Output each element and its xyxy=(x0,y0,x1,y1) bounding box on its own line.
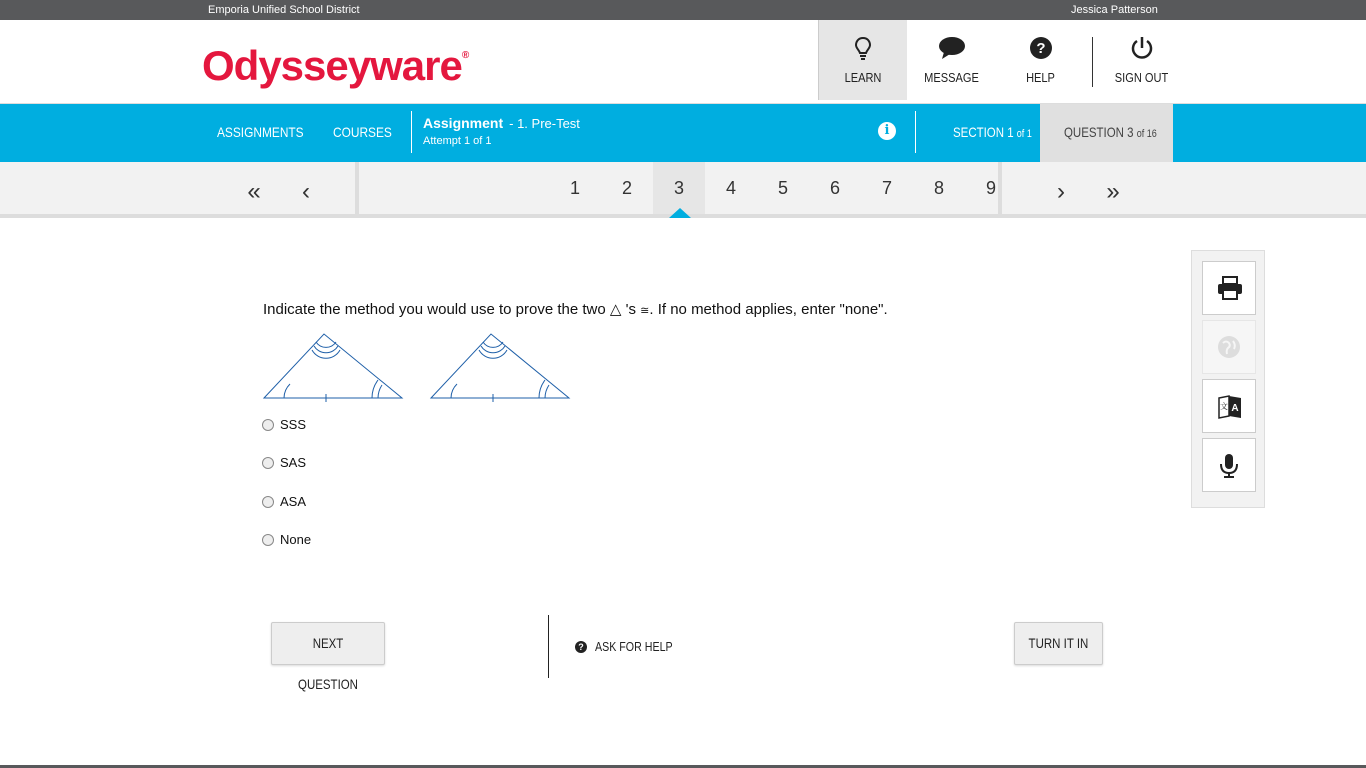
svg-text:文: 文 xyxy=(1220,402,1228,411)
pager-divider xyxy=(355,162,359,214)
nav-sign-out[interactable] xyxy=(1097,20,1186,100)
tools-panel xyxy=(1191,250,1265,508)
top-bar xyxy=(0,0,1366,20)
help-icon xyxy=(1029,36,1053,60)
turn-it-in-button[interactable]: TURN IT IN xyxy=(1014,622,1103,665)
option-sas[interactable]: SAS xyxy=(262,454,306,470)
assignment-bar xyxy=(0,104,1366,162)
option-asa[interactable]: ASA xyxy=(262,493,306,509)
translate-button[interactable] xyxy=(1202,379,1256,433)
next-page-button[interactable]: › xyxy=(1057,178,1065,205)
assignment-name: - 1. Pre-Test xyxy=(509,116,580,131)
first-page-button[interactable]: « xyxy=(247,178,261,205)
district-name: Emporia Unified School District xyxy=(208,4,360,16)
nav-message[interactable] xyxy=(907,20,996,100)
nav-sign-out-label: SIGN OUT xyxy=(1114,70,1169,85)
header xyxy=(0,20,1366,104)
page-8[interactable]: 8 xyxy=(933,178,944,198)
option-none[interactable]: None xyxy=(262,531,311,547)
header-divider xyxy=(1092,37,1093,87)
bar-divider xyxy=(411,111,412,153)
page-9[interactable]: 9 xyxy=(985,178,996,198)
odysseyware-logo[interactable]: Odysseyware® xyxy=(202,42,469,89)
radio-none[interactable] xyxy=(262,534,274,546)
nav-learn-label: LEARN xyxy=(844,70,882,85)
last-page-button[interactable]: » xyxy=(1106,178,1120,205)
nav-help[interactable] xyxy=(996,20,1085,100)
triangle-symbol: △ xyxy=(609,301,622,318)
translate-icon xyxy=(1217,394,1243,420)
microphone-icon xyxy=(1217,453,1241,479)
courses-link[interactable]: COURSES xyxy=(333,124,392,140)
bar-divider xyxy=(915,111,916,153)
power-icon xyxy=(1130,36,1154,60)
option-sss[interactable]: SSS xyxy=(262,416,306,432)
info-icon[interactable]: i xyxy=(878,122,896,140)
ask-for-help-link[interactable]: ? ASK FOR HELP xyxy=(575,638,690,654)
svg-text:?: ? xyxy=(1035,40,1046,57)
nav-learn[interactable] xyxy=(818,20,907,100)
nav-help-label: HELP xyxy=(1026,70,1055,85)
question-circle-icon: ? xyxy=(575,641,587,653)
globe-button[interactable] xyxy=(1202,320,1256,374)
page-2[interactable]: 2 xyxy=(621,178,632,198)
question-prompt: Indicate the method you would use to prove the two △ 's ≅. If no method applies, enter "none". xyxy=(263,301,888,318)
radio-sss[interactable] xyxy=(262,419,274,431)
next-question-button[interactable]: NEXT QUESTION xyxy=(271,622,385,665)
page-1[interactable]: 1 xyxy=(569,178,580,198)
page-4[interactable]: 4 xyxy=(725,178,736,198)
page-3[interactable]: 3 xyxy=(653,162,705,214)
current-page-caret xyxy=(669,208,691,218)
assignment-title xyxy=(423,115,580,131)
radio-sas[interactable] xyxy=(262,457,274,469)
section-indicator: SECTION 1 of 1 xyxy=(953,124,1032,140)
printer-icon xyxy=(1217,276,1243,300)
nav-message-label: MESSAGE xyxy=(924,70,979,85)
attempt-label: Attempt 1 of 1 xyxy=(423,135,492,147)
radio-asa[interactable] xyxy=(262,496,274,508)
prev-page-button[interactable]: ‹ xyxy=(302,178,310,205)
congruent-symbol: ≅ xyxy=(640,305,650,317)
user-name: Jessica Patterson xyxy=(1071,4,1158,16)
page-7[interactable]: 7 xyxy=(881,178,892,198)
pager-divider xyxy=(998,162,1002,214)
assignments-link[interactable]: ASSIGNMENTS xyxy=(217,124,304,140)
page-5[interactable]: 5 xyxy=(777,178,788,198)
globe-icon xyxy=(1217,335,1241,359)
svg-text:A: A xyxy=(1231,403,1239,414)
page-6[interactable]: 6 xyxy=(829,178,840,198)
microphone-button[interactable] xyxy=(1202,438,1256,492)
actions-divider xyxy=(548,615,549,678)
print-button[interactable] xyxy=(1202,261,1256,315)
lightbulb-icon xyxy=(854,36,872,62)
assignment-label: Assignment xyxy=(423,115,504,131)
question-indicator: QUESTION 3 of 16 xyxy=(1040,104,1173,162)
triangles-figure xyxy=(262,330,572,404)
chat-bubble-icon xyxy=(938,36,966,60)
